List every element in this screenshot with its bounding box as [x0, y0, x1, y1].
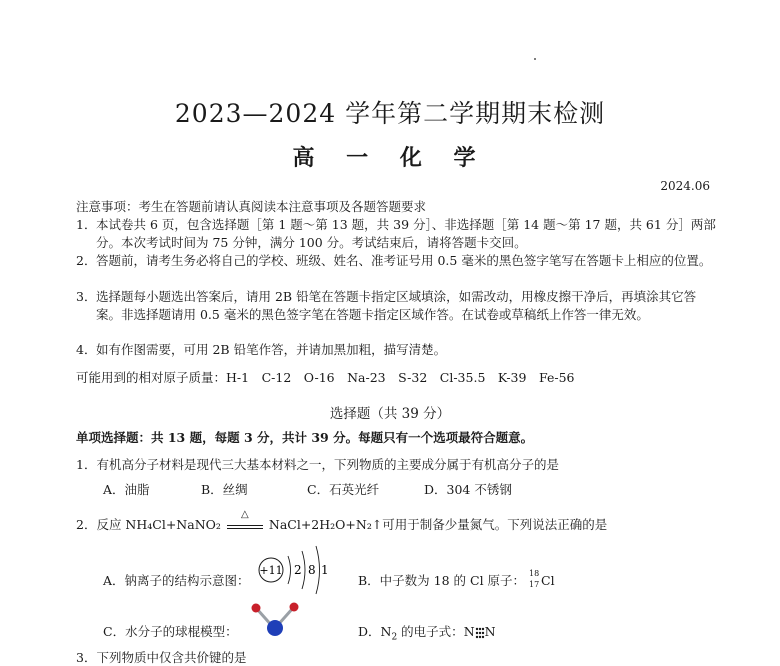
q2-option-a: A．钠离子的结构示意图：	[103, 573, 250, 588]
q2-option-d-text: D．N	[358, 624, 392, 639]
shell-electrons-3: 1	[321, 563, 329, 577]
q2-option-d-rest: 的电子式：	[397, 624, 464, 639]
question-2-stem	[76, 508, 608, 533]
notice-item-number: 2．	[76, 253, 97, 268]
shell-electrons-2: 8	[308, 563, 316, 577]
question-3-stem: 3．下列物质中仅含共价键的是	[76, 650, 247, 665]
nuclide-numbers	[529, 568, 541, 589]
q1-option-c: C．石英光纤	[307, 482, 380, 497]
triple-bond-dots	[475, 627, 485, 639]
section-title: 选择题（共 39 分）	[329, 406, 451, 422]
atom-left	[252, 604, 261, 613]
water-ball-stick-model	[244, 598, 304, 640]
n2-right-atom: N	[484, 624, 496, 639]
q1-option-b: B．丝绸	[201, 482, 248, 497]
atom-right	[290, 603, 299, 612]
exam-title: 2023—2024 学年第二学期期末检测	[174, 99, 606, 128]
q1-option-d: D．304 不锈钢	[424, 482, 512, 497]
section-directions: 单项选择题：共 13 题，每题 3 分，共计 39 分。每题只有一个选项最符合题意。	[76, 430, 534, 445]
equals-line-top	[227, 525, 263, 526]
n2-left-atom: N	[463, 624, 475, 639]
q1-option-a: A．油脂	[103, 482, 150, 497]
q2-option-b-text: B．中子数为 18 的 Cl 原子：	[358, 573, 526, 588]
notice-item-number: 1．	[76, 217, 97, 232]
notice-item	[76, 252, 716, 270]
shell-arc-2	[302, 551, 305, 589]
equals-line-bottom	[227, 528, 263, 529]
q2-stem-products: NaCl+2H₂O+N₂↑可用于制备少量氮气。下列说法正确的是	[268, 517, 608, 532]
q2-stem-reactants: 2．反应 NH₄Cl+NaNO₂	[76, 517, 221, 532]
notice-heading: 注意事项：考生在答题前请认真阅读本注意事项及各题答题要求	[76, 199, 427, 214]
mass-number: 18	[529, 568, 540, 578]
q2-option-d	[358, 622, 496, 643]
question-1-stem: 1．有机高分子材料是现代三大基本材料之一，下列物质的主要成分属于有机高分子的是	[76, 457, 559, 472]
atomic-masses: 可能用到的相对原子质量：H-1 C-12 O-16 Na-23 S-32 Cl-35.5 K-39 Fe-56	[76, 370, 575, 385]
exam-subject: 高 一 化 学	[292, 145, 488, 171]
notice-item	[76, 341, 716, 359]
nucleus-charge: +11	[259, 564, 283, 577]
q2-option-d-subscript: 2	[391, 632, 398, 643]
atomic-number: 17	[529, 579, 540, 589]
notice-item	[76, 288, 716, 324]
shell-electrons-1: 2	[294, 563, 302, 577]
heat-condition: △	[241, 508, 249, 520]
notice-item-text: 答题前，请考生务必将自己的学校、班级、姓名、准考证号用 0.5 毫米的黑色签字笔写在答题卡上相应的位置。	[96, 253, 712, 268]
atom-center	[267, 620, 283, 636]
q2-option-b	[358, 568, 555, 589]
element-symbol: Cl	[541, 573, 555, 588]
shell-arc-3	[316, 546, 320, 594]
q2-option-c: C．水分子的球棍模型：	[103, 624, 238, 639]
exam-date: 2024.06	[660, 179, 710, 193]
sodium-ion-diagram	[256, 538, 336, 598]
notice-item-text: 选择题每小题选出答案后，请用 2B 铅笔在答题卡指定区域填涂，如需改动，用橡皮擦干净后，再填涂其它答案。非选择题请用 0.5 毫米的黑色签字笔在答题卡指定区域作答。在试卷或草稿纸上作答一律无效。	[96, 289, 697, 322]
notice-item-number: 3．	[76, 289, 97, 304]
reaction-arrow	[225, 508, 265, 533]
notice-item-number: 4．	[76, 342, 97, 357]
shell-arc-1	[288, 556, 291, 584]
notice-item-text: 如有作图需要，可用 2B 铅笔作答，并请加黑加粗，描写清楚。	[96, 342, 447, 357]
notice-item	[76, 216, 716, 252]
speck	[534, 58, 536, 60]
notice-item-text: 本试卷共 6 页，包含选择题［第 1 题～第 13 题，共 39 分］、非选择题［第 14 题～第 17 题，共 61 分］两部分。本次考试时间为 75 分钟，满分 100 分。考试结束后，请将答题卡交回。	[96, 217, 716, 250]
